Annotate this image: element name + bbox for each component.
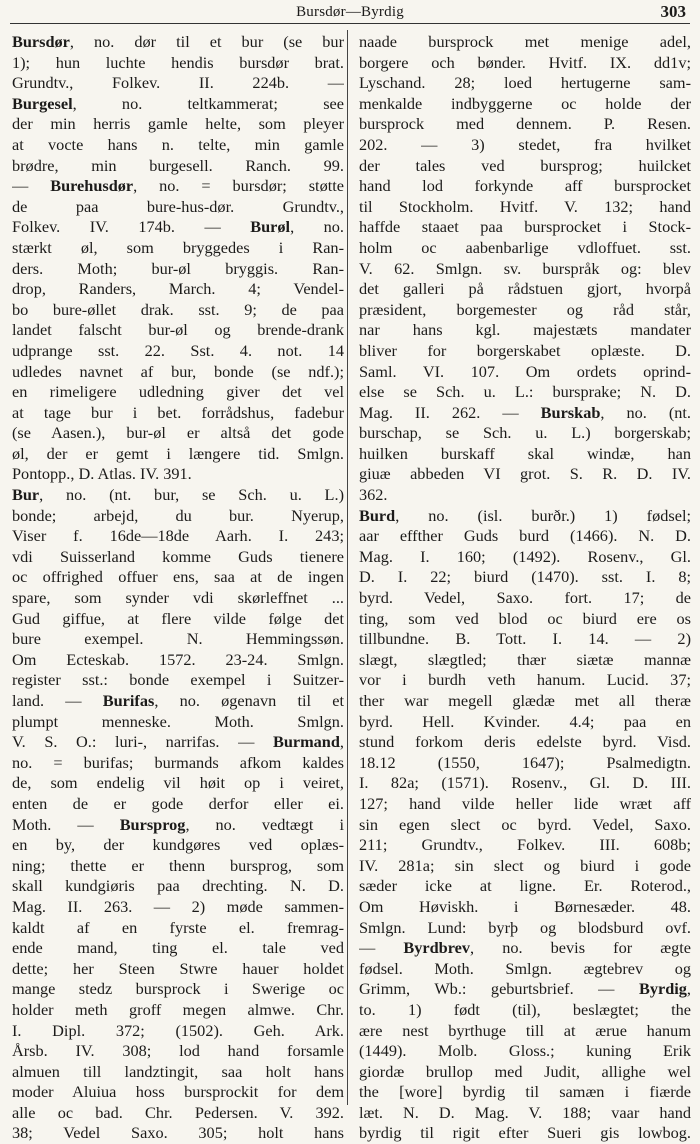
text-line: else se Sch. u. L.: bursprake; N. D. [359, 382, 691, 402]
text-line: tillbundne. B. Tott. I. 14. — 2) [359, 629, 691, 649]
text-line: Gud giffue, at flere vilde følge det [12, 608, 344, 628]
text-line: stærkt øl, som bryggedes i Ran- [12, 237, 344, 257]
text-line: øl, der er gemt i længere tid. Smlgn. [12, 443, 344, 463]
text-line: vor i burdh veth hanum. Lucid. 37; [359, 670, 691, 690]
text-line: bonde; arbejd, du bur. Nyerup, [12, 505, 344, 525]
text-line: sæder icke at ligne. Er. Roterod., [359, 876, 691, 896]
text-line: slægt, slægtled; thær siætæ mannæ [359, 649, 691, 669]
text-line: fødsel. Moth. Smlgn. ægtebrev og [359, 958, 691, 978]
text-line: bo bure-øllet drak. sst. 9; de paa [12, 299, 344, 319]
text-line: drop, Randers, March. 4; Vendel- [12, 279, 344, 299]
text-line: (se Aasen.), bur-øl er altså det gode [12, 423, 344, 443]
text-line: borgere och bønder. Hvitf. IX. dd1v; [359, 52, 691, 72]
text-line: (1449). Molb. Gloss.; kuning Erik [359, 1041, 691, 1061]
text-line: stund forkom deris edelste byrd. Visd. [359, 732, 691, 752]
text-line: Pontopp., D. Atlas. IV. 391. [12, 464, 192, 484]
page-number: 303 [660, 2, 686, 21]
text-line: land. — Burifas, no. øgenavn til et [12, 691, 344, 710]
page-header [0, 2, 700, 24]
text-line: en rimeligere udledning giver det vel [12, 382, 344, 402]
text-line: det galleri på rådstuen gjort, hvorpå [359, 279, 691, 299]
text-line: ære nest byrthuge till at ærue hanum [359, 1020, 691, 1040]
text-line: Viser f. 16de—18de Aarh. I. 243; [12, 526, 344, 546]
text-line: dette; her Steen Stwre hauer holdet [12, 958, 344, 978]
text-line: Om Høviskh. i Børnesæder. 48. [359, 896, 691, 916]
left-column [12, 32, 344, 1144]
text-line: Årsb. IV. 308; lod hand forsamle [12, 1041, 344, 1061]
text-line: — Byrdbrev, no. bevis for ægte [359, 938, 691, 958]
text-line: no. = burifas; burmands afkom kaldes [12, 752, 344, 772]
text-line: de paa bure-hus-dør. Grundtv., [12, 196, 344, 216]
text-line: alle oc bad. Chr. Pedersen. V. 392. [12, 1102, 344, 1122]
text-line: Mag. II. 262. — Burskab, no. (nt. [359, 402, 691, 422]
text-line: Bur, no. (nt. bur, se Sch. u. L.) [12, 485, 344, 505]
text-line: oc offrighed offuer ens, saa at de ingen [12, 567, 344, 587]
text-line: bursprock med dennem. P. Resen. [359, 114, 691, 134]
text-line: udprange sst. 22. Sst. 4. not. 14 [12, 340, 344, 360]
text-line: holder meth groff megen almwe. Chr. [12, 999, 344, 1019]
text-line: ende mand, ting el. tale ved [12, 938, 344, 958]
text-line: V. 62. Smlgn. sv. burspråk og: blev [359, 258, 691, 278]
text-line: Moth. — Bursprog, no. vedtægt i [12, 814, 344, 834]
text-line: bliver for borgerskabet oplæste. D. [359, 340, 691, 360]
text-line: to. 1) født (til), beslægtet; the [359, 999, 691, 1019]
text-line: moder Aluiua hoss bursprockit for dem [12, 1082, 344, 1102]
text-line: Grimm, Wb.: geburtsbrief. — Byrdig, [359, 979, 691, 999]
text-line: at vocte hans n. telte, min gamle [12, 134, 344, 154]
text-line: udledes navnet af bur, bonde (se ndf.); [12, 361, 344, 381]
text-line: haffde staaet paa bursprocket i Stock- [359, 217, 691, 237]
header-rule [10, 23, 690, 24]
text-line: 18.12 (1550, 1647); Psalmedigtn. [359, 752, 691, 772]
text-line: 362. [359, 485, 388, 505]
running-head: Bursdør—Byrdig [296, 4, 404, 20]
right-column [359, 32, 691, 1144]
text-line: Lyschand. 28; loed hertugerne sam- [359, 73, 691, 93]
text-line: ders. Moth; bur-øl bryggis. Ran- [12, 258, 344, 278]
text-line: brødre, min burgesell. Ranch. 99. [12, 155, 344, 175]
text-line: at tage bur i bet. forrådshus, fadebur [12, 402, 344, 422]
text-line: menkalde indbyggerne oc holde der [359, 93, 691, 113]
text-line: Saml. VI. 107. Om ordets oprind- [359, 361, 691, 381]
text-line: holm oc aabenbarlige vdloffuet. sst. [359, 237, 691, 257]
column-divider [347, 30, 348, 1105]
text-line: enten de er gode derfor eller ei. [12, 793, 344, 813]
text-line: sin egen slect oc byrd. Vedel, Saxo. [359, 814, 691, 834]
text-line: Burgesel, no. teltkammerat; see [12, 93, 344, 113]
text-line: Grundtv., Folkev. II. 224b. — [12, 73, 344, 93]
text-line: kaldt af en fyrste el. fremrag- [12, 917, 344, 937]
text-line: IV. 281a; sin slect og biurd i gode [359, 855, 691, 875]
text-line: Smlgn. Lund: byrþ og blodsburd ovf. [359, 917, 691, 937]
text-line: almuen till landztingit, saa holt hans [12, 1061, 344, 1081]
text-line: 202. — 3) stedet, fra hvilket [359, 134, 691, 154]
text-line: 38; Vedel Saxo. 305; holt hans [12, 1123, 344, 1143]
text-line: Mag. II. 263. — 2) møde sammen- [12, 896, 344, 916]
text-line: nar hans kgl. majestæts mandater [359, 320, 691, 340]
text-line: I. 82a; (1571). Rosenv., Gl. D. III. [359, 773, 691, 793]
text-line: giordæ brullop med Judit, allighe wel [359, 1061, 691, 1081]
text-line: 127; hand vilde heller lide wræt aff [359, 793, 691, 813]
text-line: ting, som ved blod oc biurd ere os [359, 608, 691, 628]
text-line: en by, der kundgøres ved oplæs- [12, 835, 344, 855]
text-line: byrdig til rigit efter Sueri gis lowbog. [359, 1123, 691, 1143]
text-line: landet falscht bur-øl og brende-drank [12, 320, 344, 340]
text-line: the [wore] byrdig til samæn i fiærde [359, 1082, 691, 1102]
text-line: der min herris gamle helte, som pleyer [12, 114, 344, 134]
text-line: I. Dipl. 372; (1502). Geh. Ark. [12, 1020, 344, 1040]
text-line: bure exempel. N. Hemmingssøn. [12, 629, 344, 649]
text-line: aar effther Guds burd (1466). N. D. [359, 526, 691, 546]
text-line: der tales ved bursprog; huilcket [359, 155, 691, 175]
text-line: Mag. I. 160; (1492). Rosenv., Gl. [359, 546, 691, 566]
text-line: spare, som synder vdi skørleffnet ... [12, 588, 344, 608]
text-line: D. I. 22; biurd (1470). sst. I. 8; [359, 567, 691, 587]
text-line: Om Ecteskab. 1572. 23-24. Smlgn. [12, 649, 344, 669]
text-line: skall kundgiøris paa drechting. N. D. [12, 876, 344, 896]
text-line: Folkev. IV. 174b. — Burøl, no. [12, 217, 344, 237]
text-line: vdi Suisserland komme Guds tienere [12, 546, 344, 566]
text-line: hand lod forkynde aff bursprocket [359, 176, 691, 196]
text-line: ning; thette er thenn bursprog, som [12, 855, 344, 875]
text-line: til Stockholm. Hvitf. V. 132; hand [359, 196, 691, 216]
text-line: 211; Grundtv., Folkev. III. 608b; [359, 835, 691, 855]
text-line: burschap, se Sch. u. L.) borgerskab; [359, 423, 691, 443]
text-line: huilken burskaff skal windæ, han [359, 443, 691, 463]
text-line: — Burehusdør, no. = bursdør; støtte [12, 176, 344, 196]
text-line: læt. N. D. Mag. V. 188; vaar hand [359, 1102, 691, 1122]
text-line: plumpt menneske. Moth. Smlgn. [12, 711, 344, 731]
text-line: giuæ abbeden VI grot. S. R. D. IV. [359, 464, 691, 484]
text-line: mange stedz bursprock i Swerige oc [12, 979, 344, 999]
text-line: 1); hun luchte hendis bursdør brat. [12, 52, 344, 72]
text-line: Burd, no. (isl. burðr.) 1) fødsel; [359, 505, 691, 525]
text-line: præsident, borgemester og råd står, [359, 299, 691, 319]
text-line: byrd. Hell. Kvinder. 4.4; paa en [359, 711, 691, 731]
text-line: byrd. Vedel, Saxo. fort. 17; de [359, 588, 691, 608]
text-line: naade bursprock met menige adel, [359, 32, 691, 51]
text-line: de, som endelig vil høit op i veiret, [12, 773, 344, 793]
text-line: V. S. O.: luri-, narrifas. — Burmand, [12, 732, 344, 752]
text-line: ther war megell glædæ met all theræ [359, 691, 691, 710]
text-line: register sst.: bonde exempel i Suitzer- [12, 670, 344, 690]
text-line: Bursdør, no. dør til et bur (se bur [12, 32, 344, 51]
